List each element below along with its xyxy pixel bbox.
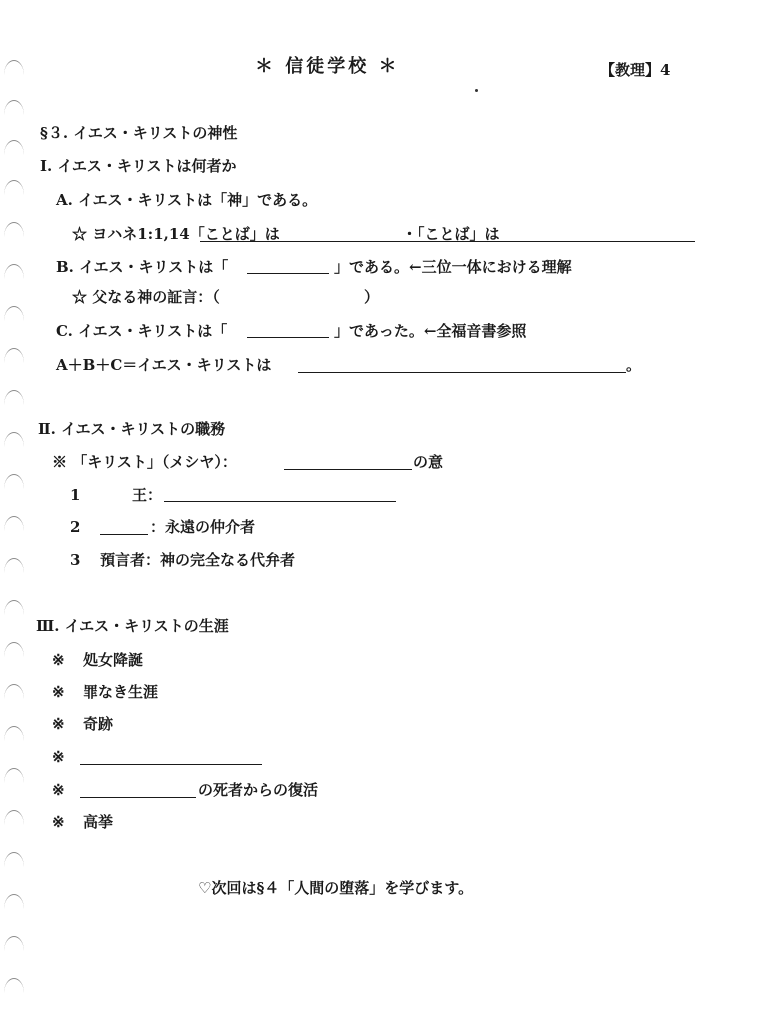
office-item-label: ：永遠の仲介者 — [150, 518, 256, 536]
point-b-star-open: ☆ 父なる神の証言：（ — [72, 288, 220, 306]
fill-blank-line — [164, 501, 396, 502]
point-sum-end: 。 — [626, 356, 642, 374]
fill-blank-line — [80, 797, 196, 798]
point-b-open: B. イエス・キリストは「 — [56, 258, 229, 276]
christ-note-prefix: ※ 「キリスト」（メシヤ）： — [52, 453, 237, 471]
binder-ring — [4, 852, 24, 867]
binder-ring — [4, 264, 24, 279]
binder-ring — [4, 684, 24, 699]
life-item-mark: ※ — [52, 813, 65, 831]
binder-ring — [4, 600, 24, 615]
office-item-label: 王： — [132, 486, 163, 504]
office-item-number: 1 — [70, 486, 81, 504]
binder-ring — [4, 558, 24, 573]
binder-ring — [4, 180, 24, 195]
fill-blank-line — [284, 469, 412, 470]
part3-heading: Ⅲ. イエス・キリストの生涯 — [36, 617, 229, 635]
fill-blank-line — [100, 534, 148, 535]
binder-ring — [4, 348, 24, 363]
page-title: ＊ 信徒学校 ＊ — [255, 56, 400, 77]
binder-ring — [4, 222, 24, 237]
christ-note-suffix: の意 — [413, 453, 444, 471]
binder-ring — [4, 60, 24, 75]
binder-ring — [4, 432, 24, 447]
speck — [475, 89, 478, 92]
binder-ring — [4, 140, 24, 155]
binder-ring — [4, 768, 24, 783]
point-b-star-close: ） — [364, 288, 380, 306]
binder-ring — [4, 978, 24, 993]
fill-blank-line — [247, 337, 329, 338]
point-sum: A＋B＋C＝イエス・キリストは — [56, 356, 272, 374]
life-item-label: 高挙 — [83, 813, 114, 831]
life-item-mark: ※ — [52, 683, 65, 701]
life-item-mark: ※ — [52, 651, 65, 669]
binder-ring — [4, 894, 24, 909]
point-c-open: C. イエス・キリストは「 — [56, 322, 228, 340]
section-heading: §３. イエス・キリストの神性 — [40, 124, 238, 142]
point-a-star-middle: ・「ことば」は — [402, 225, 500, 243]
binder-ring — [4, 474, 24, 489]
point-a-star-prefix: ☆ ヨハネ1:1,14「ことば」は — [72, 225, 280, 243]
binder-holes — [0, 0, 40, 1024]
point-c-close: 」であった。←全福音書参照 — [334, 322, 527, 340]
binder-ring — [4, 306, 24, 321]
office-item-number: 2 — [70, 518, 81, 536]
binder-ring — [4, 100, 24, 115]
next-lesson-note: ♡次回は§４「人間の堕落」を学びます。 — [198, 879, 474, 897]
life-item-label: 処女降誕 — [83, 651, 144, 669]
fill-blank-line — [298, 372, 626, 373]
binder-ring — [4, 516, 24, 531]
life-item-label: 奇跡 — [83, 715, 114, 733]
fill-blank-line — [247, 273, 329, 274]
part2-heading: Ⅱ. イエス・キリストの職務 — [38, 420, 226, 438]
life-item-label: 罪なき生涯 — [83, 683, 159, 701]
office-item-number: 3 — [70, 551, 81, 569]
binder-ring — [4, 726, 24, 741]
doc-tag: 【教理】4 — [600, 61, 671, 79]
binder-ring — [4, 936, 24, 951]
binder-ring — [4, 810, 24, 825]
binder-ring — [4, 390, 24, 405]
point-a: A. イエス・キリストは「神」である。 — [56, 191, 318, 209]
part1-heading: Ⅰ. イエス・キリストは何者か — [40, 157, 237, 175]
life-item-mark: ※ — [52, 715, 65, 733]
office-item-label: 預言者：神の完全なる代弁者 — [100, 551, 296, 569]
life-item-label: の死者からの復活 — [198, 781, 319, 799]
binder-ring — [4, 642, 24, 657]
fill-blank-line — [80, 764, 262, 765]
point-b-close: 」である。←三位一体における理解 — [334, 258, 572, 276]
life-item-mark: ※ — [52, 748, 65, 766]
life-item-mark: ※ — [52, 781, 65, 799]
